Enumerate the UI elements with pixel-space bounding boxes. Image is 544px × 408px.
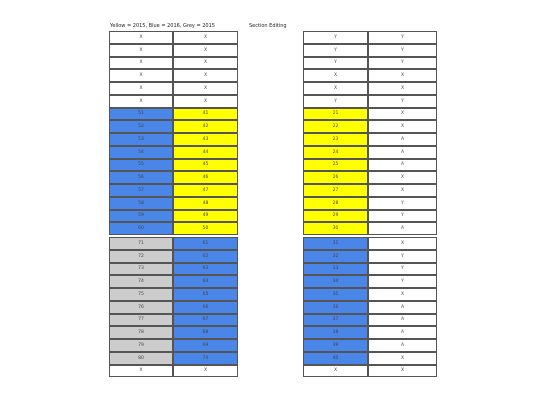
table-cell[interactable]: 76 <box>109 301 173 314</box>
table-cell[interactable]: X <box>109 82 173 95</box>
table-cell[interactable]: A <box>368 314 437 327</box>
table-cell[interactable]: 21 <box>303 108 368 121</box>
table-cell[interactable]: 55 <box>109 159 173 172</box>
table-cell[interactable]: 54 <box>109 146 173 159</box>
table-cell[interactable]: Y <box>368 210 437 223</box>
table-cell[interactable]: Y <box>368 263 437 276</box>
table-row <box>109 108 437 121</box>
table-cell[interactable]: 38 <box>303 326 368 339</box>
table-cell[interactable]: 49 <box>173 210 238 223</box>
table-row <box>109 301 437 314</box>
table-cell[interactable]: X <box>173 69 238 82</box>
table-cell[interactable]: 70 <box>173 352 238 365</box>
table-row <box>109 326 437 339</box>
table-row <box>109 171 437 184</box>
table-cell[interactable]: X <box>109 44 173 57</box>
table-row <box>109 146 437 159</box>
table-cell[interactable]: 65 <box>173 288 238 301</box>
table-cell[interactable]: 27 <box>303 184 368 197</box>
table-cell[interactable]: X <box>109 31 173 44</box>
table-cell[interactable]: 61 <box>173 237 238 250</box>
table-row <box>109 31 437 44</box>
table-cell[interactable]: 32 <box>303 250 368 263</box>
table-row <box>109 133 437 146</box>
table-cell[interactable]: 22 <box>303 120 368 133</box>
table-cell[interactable]: A <box>368 339 437 352</box>
table-cell[interactable]: 52 <box>109 120 173 133</box>
table-cell[interactable]: X <box>109 69 173 82</box>
table-row <box>109 352 437 365</box>
table-row <box>109 365 437 378</box>
table-cell[interactable]: 45 <box>173 159 238 172</box>
table-row <box>109 197 437 210</box>
table-cell[interactable]: 53 <box>109 133 173 146</box>
table-row <box>109 263 437 276</box>
table-cell[interactable]: 23 <box>303 133 368 146</box>
table-cell[interactable]: 56 <box>109 171 173 184</box>
table-row <box>109 210 437 223</box>
table-row <box>109 120 437 133</box>
table-cell[interactable]: 62 <box>173 250 238 263</box>
legend-text: Yellow = 2015, Blue = 2016, Grey = 2015 <box>110 23 215 29</box>
table-cell[interactable]: X <box>109 95 173 108</box>
table-cell[interactable]: 28 <box>303 197 368 210</box>
table-row <box>109 275 437 288</box>
table-cell[interactable]: X <box>109 57 173 70</box>
table-cell[interactable]: 67 <box>173 314 238 327</box>
table-cell[interactable]: Y <box>303 44 368 57</box>
table-cell[interactable]: 35 <box>303 288 368 301</box>
table-cell[interactable]: Y <box>368 57 437 70</box>
table-cell[interactable]: 39 <box>303 339 368 352</box>
table-cell[interactable]: X <box>368 352 437 365</box>
table-cell[interactable]: 30 <box>303 222 368 235</box>
table-cell[interactable]: 37 <box>303 314 368 327</box>
table-cell[interactable]: Y <box>368 95 437 108</box>
table-cell[interactable]: 66 <box>173 301 238 314</box>
table-cell[interactable]: 43 <box>173 133 238 146</box>
table-cell[interactable]: X <box>368 82 437 95</box>
table-cell[interactable]: 60 <box>109 222 173 235</box>
table-row <box>109 222 437 235</box>
table-cell[interactable]: X <box>368 184 437 197</box>
table-cell[interactable]: 50 <box>173 222 238 235</box>
table-row <box>109 339 437 352</box>
table-cell[interactable]: 64 <box>173 275 238 288</box>
table-cell[interactable]: Y <box>368 275 437 288</box>
table-row <box>109 288 437 301</box>
table-cell[interactable]: 57 <box>109 184 173 197</box>
table-cell[interactable]: 26 <box>303 171 368 184</box>
table-row <box>109 69 437 82</box>
table-cell[interactable]: X <box>368 171 437 184</box>
table-cell[interactable]: X <box>368 365 437 378</box>
table-cell[interactable]: 69 <box>173 339 238 352</box>
table-cell[interactable]: 80 <box>109 352 173 365</box>
table-cell[interactable]: 59 <box>109 210 173 223</box>
table-cell[interactable]: X <box>368 288 437 301</box>
table-cell[interactable]: 46 <box>173 171 238 184</box>
table-row <box>109 44 437 57</box>
table-cell[interactable]: X <box>173 31 238 44</box>
table-row <box>109 314 437 327</box>
table-cell[interactable]: 25 <box>303 159 368 172</box>
table-cell[interactable]: Y <box>303 95 368 108</box>
table-row <box>109 57 437 70</box>
table-cell[interactable]: 75 <box>109 288 173 301</box>
table-cell[interactable]: X <box>109 365 173 378</box>
table-cell[interactable]: 40 <box>303 352 368 365</box>
table-row <box>109 95 437 108</box>
table-cell[interactable]: A <box>368 159 437 172</box>
table-cell[interactable]: X <box>368 120 437 133</box>
table-cell[interactable]: 73 <box>109 263 173 276</box>
table-row <box>109 159 437 172</box>
table-cell[interactable]: X <box>368 108 437 121</box>
table-cell[interactable]: Y <box>368 44 437 57</box>
table-cell[interactable]: X <box>173 95 238 108</box>
table-cell[interactable]: Y <box>368 197 437 210</box>
table-cell[interactable]: 31 <box>303 237 368 250</box>
table-cell[interactable]: A <box>368 222 437 235</box>
table-cell[interactable]: 42 <box>173 120 238 133</box>
table-cell[interactable]: 24 <box>303 146 368 159</box>
table-cell[interactable]: Y <box>303 31 368 44</box>
table-cell[interactable]: 29 <box>303 210 368 223</box>
spreadsheet-grid <box>109 31 437 388</box>
table-row <box>109 250 437 263</box>
table-cell[interactable]: 68 <box>173 326 238 339</box>
table-cell[interactable]: X <box>173 365 238 378</box>
table-cell[interactable]: 72 <box>109 250 173 263</box>
table-cell[interactable]: A <box>368 301 437 314</box>
table-cell[interactable]: 41 <box>173 108 238 121</box>
table-row <box>109 237 437 250</box>
table-cell[interactable]: A <box>368 133 437 146</box>
table-cell[interactable]: X <box>303 82 368 95</box>
table-cell[interactable]: X <box>173 82 238 95</box>
table-cell[interactable]: 44 <box>173 146 238 159</box>
table-cell[interactable]: X <box>368 237 437 250</box>
table-cell[interactable]: 47 <box>173 184 238 197</box>
table-cell[interactable]: 36 <box>303 301 368 314</box>
table-cell[interactable]: 77 <box>109 314 173 327</box>
table-cell[interactable]: 34 <box>303 275 368 288</box>
table-cell[interactable]: Y <box>303 57 368 70</box>
table-cell[interactable]: X <box>303 365 368 378</box>
table-cell[interactable]: X <box>173 57 238 70</box>
table-cell[interactable]: 48 <box>173 197 238 210</box>
table-cell[interactable]: 79 <box>109 339 173 352</box>
table-row <box>109 82 437 95</box>
table-cell[interactable]: 51 <box>109 108 173 121</box>
table-cell[interactable]: Y <box>368 250 437 263</box>
table-cell[interactable]: 78 <box>109 326 173 339</box>
table-cell[interactable]: A <box>368 326 437 339</box>
table-cell[interactable]: 58 <box>109 197 173 210</box>
table-row <box>109 184 437 197</box>
table-cell[interactable]: 63 <box>173 263 238 276</box>
section-title: Section Editing <box>249 23 287 29</box>
table-cell[interactable]: X <box>368 69 437 82</box>
table-cell[interactable]: 74 <box>109 275 173 288</box>
table-cell[interactable]: 71 <box>109 237 173 250</box>
table-cell[interactable]: A <box>368 146 437 159</box>
table-cell[interactable]: X <box>173 44 238 57</box>
table-cell[interactable]: Y <box>368 31 437 44</box>
table-cell[interactable]: X <box>303 69 368 82</box>
table-cell[interactable]: 33 <box>303 263 368 276</box>
